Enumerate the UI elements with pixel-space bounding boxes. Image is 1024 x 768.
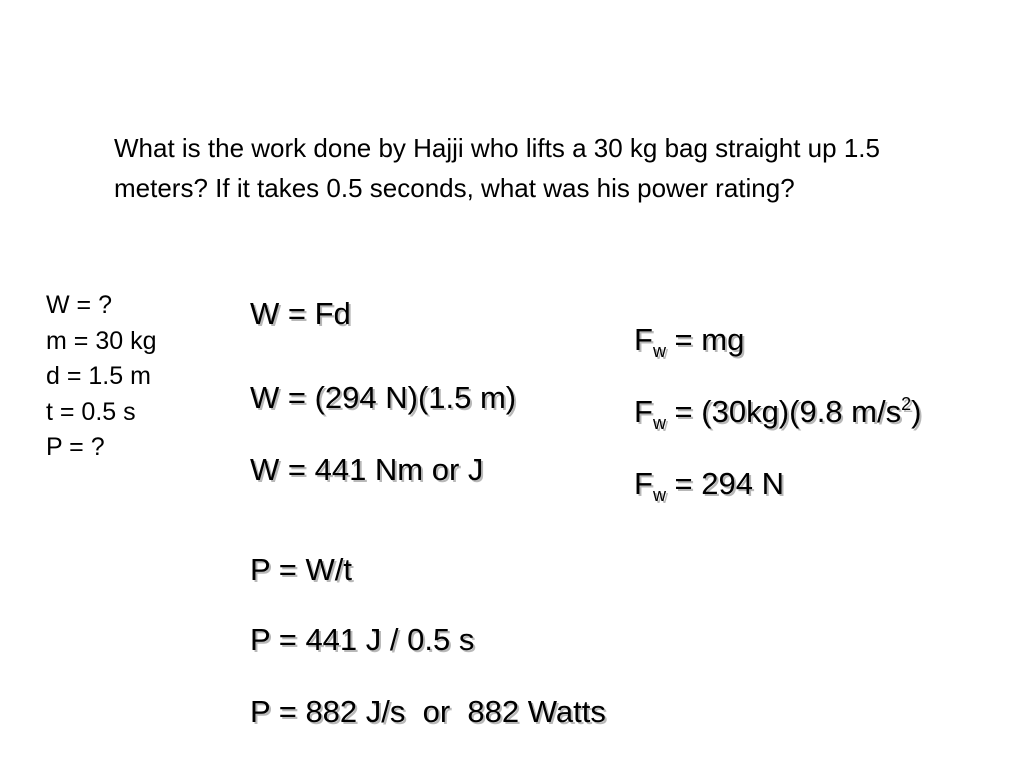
weight-symbol: F xyxy=(634,322,653,357)
weight-formula xyxy=(634,322,745,361)
work-substitution: W = (294 N)(1.5 m) xyxy=(250,380,517,415)
given-work: W = ? xyxy=(46,291,112,319)
work-result: W = 441 Nm or J xyxy=(250,452,484,487)
weight-symbol: F xyxy=(634,394,653,429)
power-result: P = 882 J/s or 882 Watts xyxy=(250,694,606,729)
question-text: What is the work done by Hajji who lifts a 30 kg bag straight up 1.5 meters? If it takes 0.5 seconds, what was his power rating? xyxy=(114,133,880,203)
weight-result xyxy=(634,466,784,505)
weight-subscript: w xyxy=(652,485,666,505)
given-time: t = 0.5 s xyxy=(46,397,136,426)
given-distance: d = 1.5 m xyxy=(46,362,151,390)
work-formula: W = Fd xyxy=(250,296,351,331)
power-substitution: P = 441 J / 0.5 s xyxy=(250,622,475,657)
weight-symbol: F xyxy=(634,466,653,501)
weight-subscript: w xyxy=(652,413,666,433)
weight-substitution xyxy=(634,394,922,433)
givens-list xyxy=(46,288,156,466)
weight-substitution-close: ) xyxy=(911,394,922,429)
power-formula: P = W/t xyxy=(250,552,352,587)
given-power: P = ? xyxy=(46,433,105,461)
weight-formula-rhs: = mg xyxy=(665,322,745,357)
given-mass: m = 30 kg xyxy=(46,326,157,355)
weight-result-rhs: = 294 N xyxy=(665,466,784,501)
weight-subscript: w xyxy=(652,341,666,361)
weight-substitution-rhs: = (30kg)(9.8 m/s xyxy=(665,394,902,429)
weight-exponent: 2 xyxy=(901,394,912,414)
